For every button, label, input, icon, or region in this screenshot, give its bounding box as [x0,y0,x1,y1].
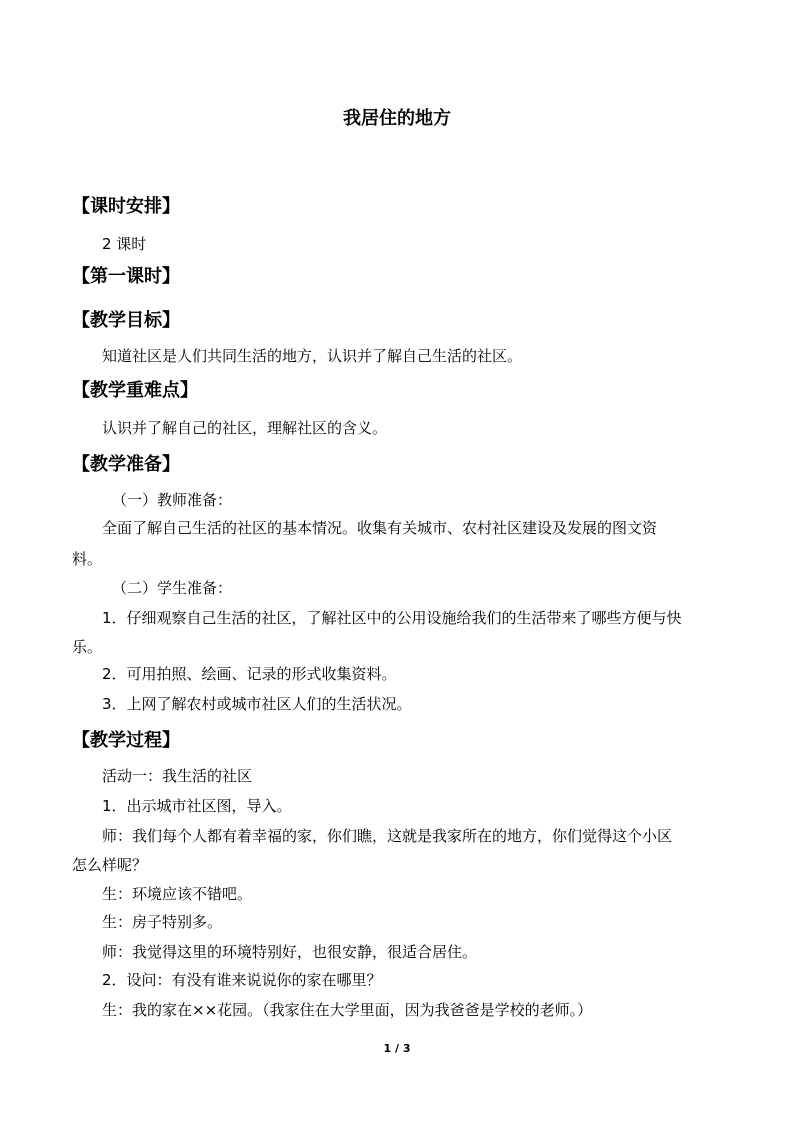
first-lesson-heading: 【第一课时】 [72,266,180,287]
activity1-step1: 1．出示城市社区图，导入。 [102,797,292,815]
activity1-teacher1-line1: 师：我们每个人都有着幸福的家，你们瞧，这就是我家所在的地方，你们觉得这个小区 [102,827,673,845]
document-title: 我居住的地方 [343,108,451,129]
activity1-student1: 生：环境应该不错吧。 [102,885,253,903]
keypoints-heading: 【教学重难点】 [72,380,198,401]
activity1-teacher1-line2: 怎么样呢？ [72,856,148,874]
goals-heading: 【教学目标】 [72,310,180,331]
prep-student-item1-line1: 1．仔细观察自己生活的社区，了解社区中的公用设施给我们的生活带来了哪些方便与快 [102,609,682,627]
keypoints-text: 认识并了解自己的社区，理解社区的含义。 [102,419,388,437]
prep-student-label: （二）学生准备： [112,579,233,597]
prep-teacher-label: （一）教师准备： [112,491,233,509]
activity1-title: 活动一：我生活的社区 [102,767,253,785]
activity1-student2: 生：房子特别多。 [102,913,223,931]
schedule-heading: 【课时安排】 [72,196,180,217]
activity1-step2: 2．设问：有没有谁来说说你的家在哪里？ [102,971,382,989]
prep-heading: 【教学准备】 [72,454,180,475]
process-heading: 【教学过程】 [72,730,180,751]
activity1-teacher2: 师：我觉得这里的环境特别好，也很安静，很适合居住。 [102,943,478,961]
prep-teacher-text-line2: 料。 [72,550,103,568]
activity1-student3: 生：我的家在××花园。（我家住在大学里面，因为我爸爸是学校的老师。） [102,1001,593,1019]
goals-text: 知道社区是人们共同生活的地方，认识并了解自己生活的社区。 [102,347,523,365]
page-number: 1 / 3 [383,1042,411,1055]
prep-student-item2: 2．可用拍照、绘画、记录的形式收集资料。 [102,665,397,683]
prep-teacher-text-line1: 全面了解自己生活的社区的基本情况。收集有关城市、农村社区建设及发展的图文资 [102,519,658,537]
prep-student-item3: 3．上网了解农村或城市社区人们的生活状况。 [102,695,412,713]
schedule-text: 2 课时 [102,235,147,253]
prep-student-item1-line2: 乐。 [72,638,103,656]
